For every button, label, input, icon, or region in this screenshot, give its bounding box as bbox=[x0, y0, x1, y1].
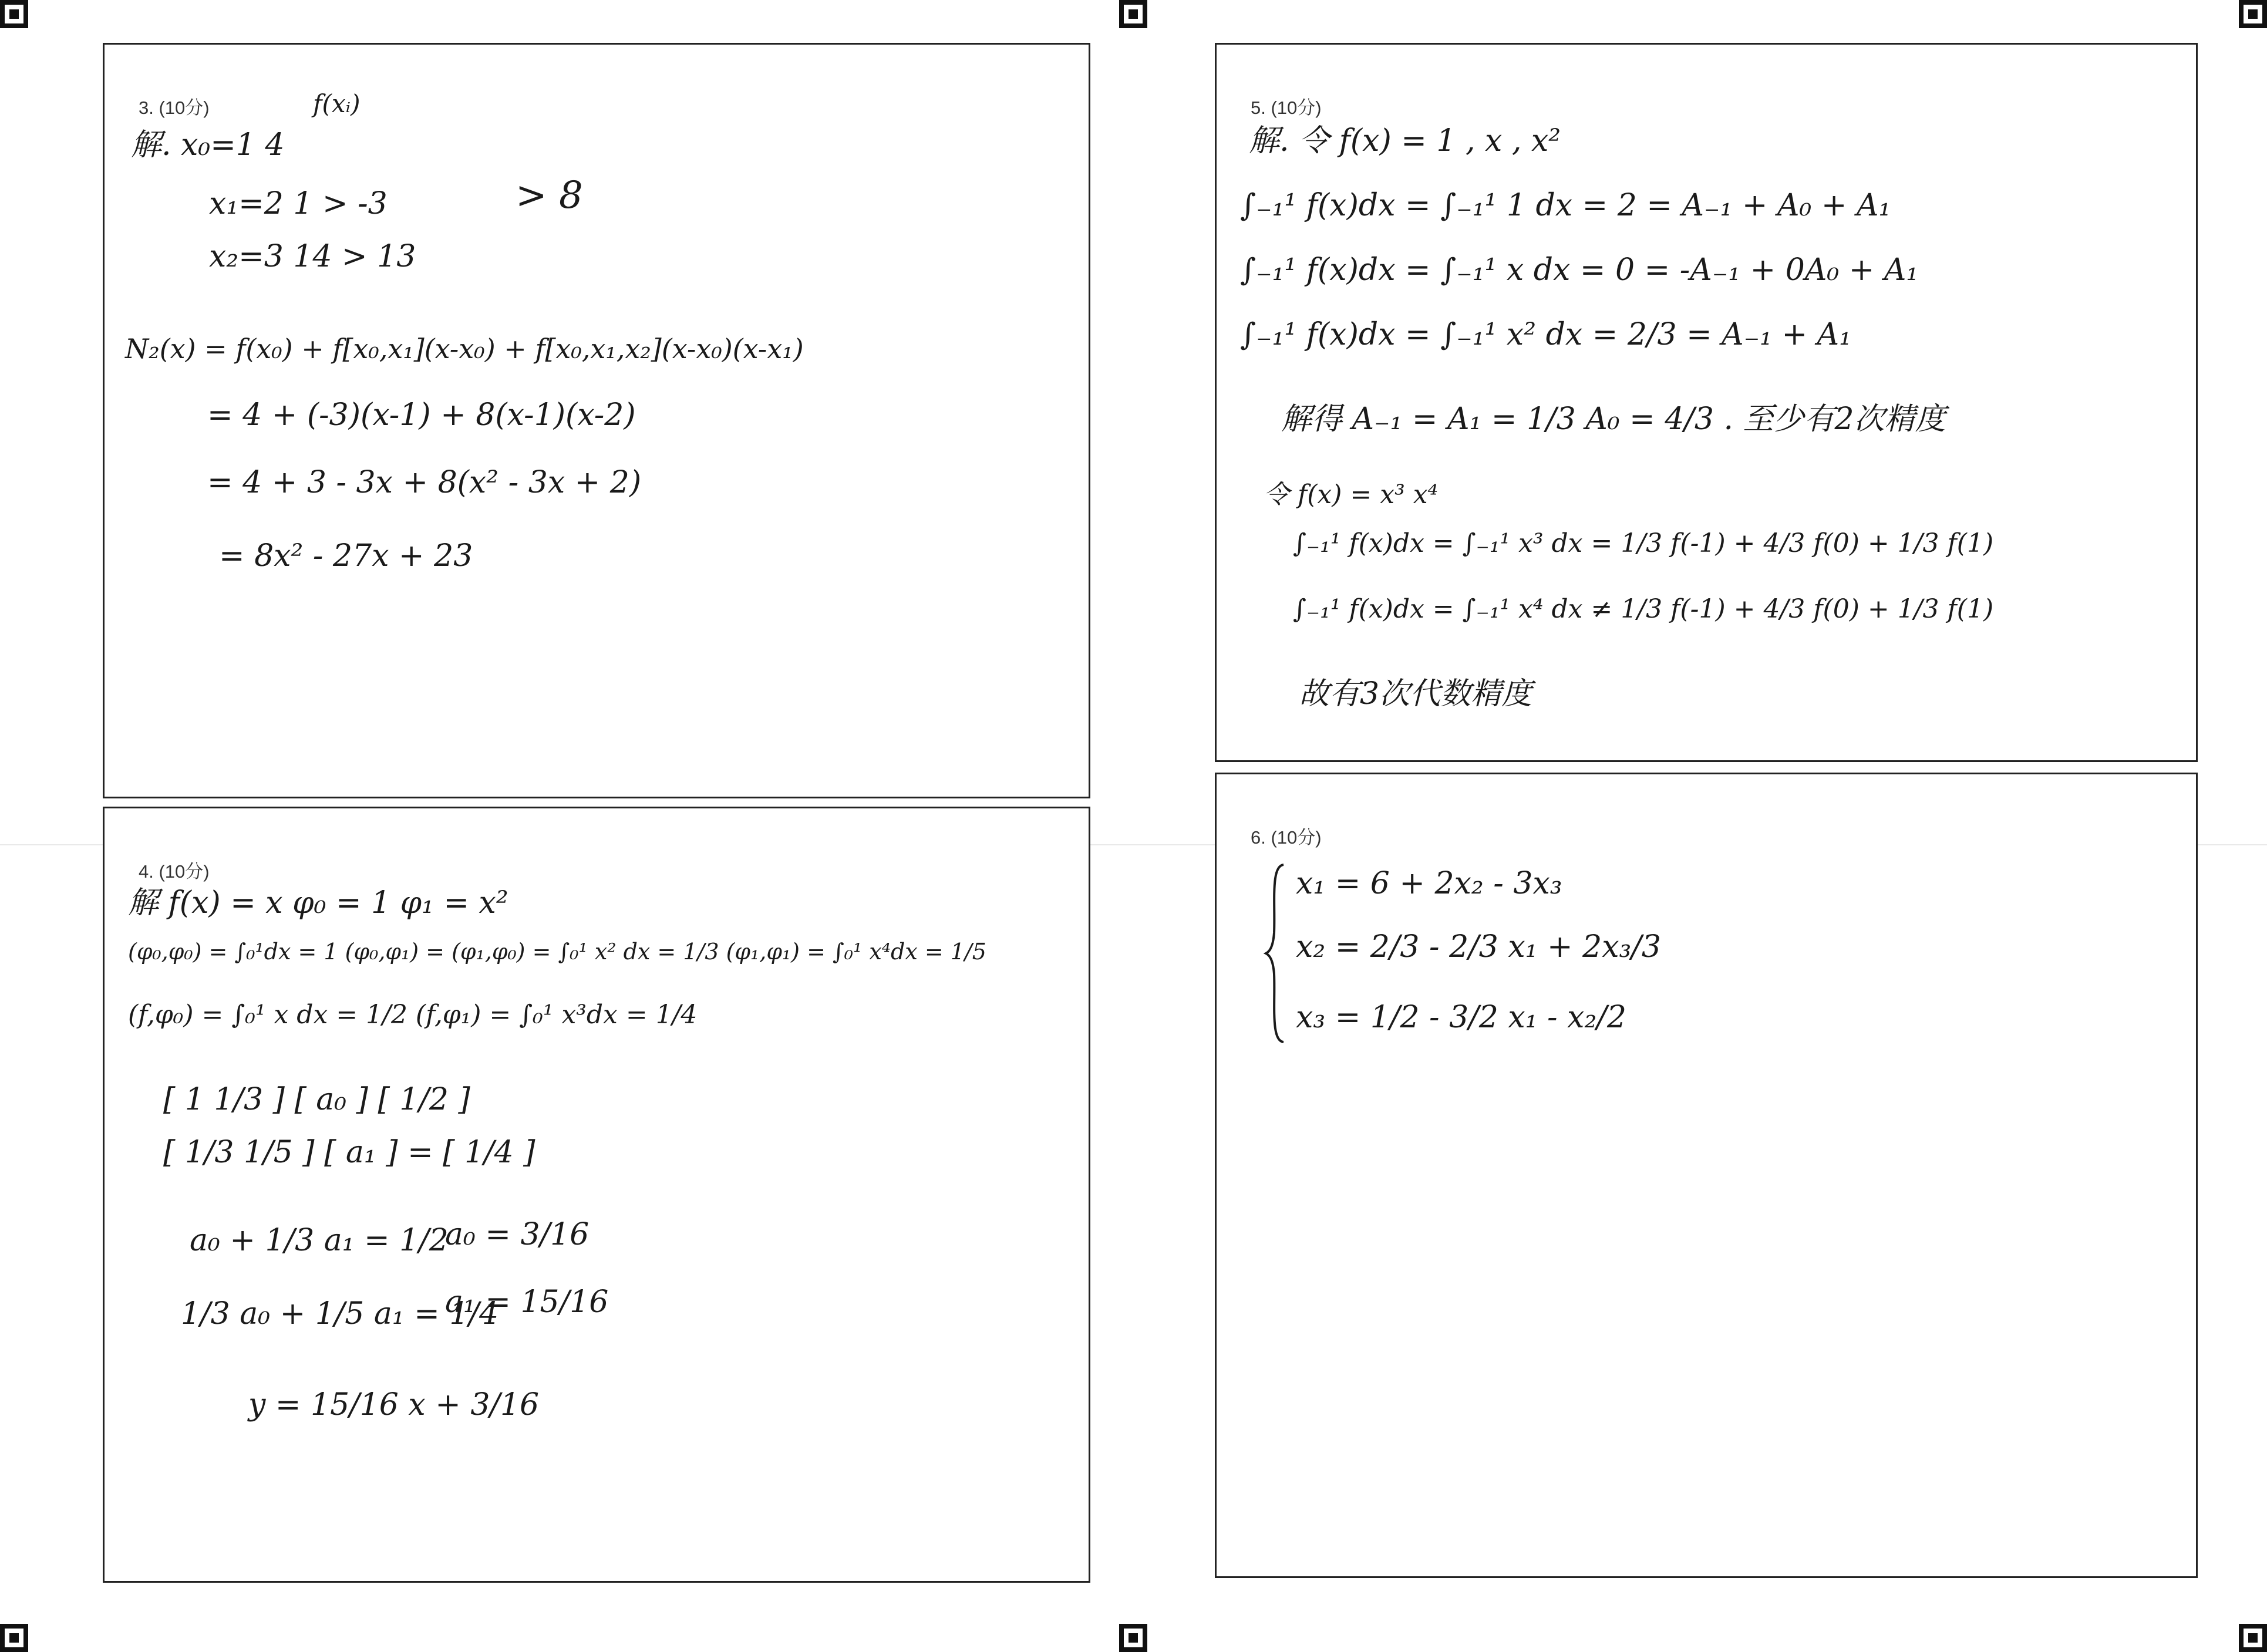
question-6-header: 6. (10分) bbox=[1251, 827, 1322, 848]
q4-line-7: 1/3 a₀ + 1/5 a₁ = 1/4 bbox=[181, 1296, 499, 1331]
answer-box-q5 bbox=[1215, 43, 2198, 762]
question-5-header: 5. (10分) bbox=[1251, 97, 1322, 118]
q3-line-2: 解. x₀=1 4 bbox=[131, 127, 285, 163]
registration-marker-top-center bbox=[1119, 0, 1147, 28]
q3-line-3: x₁=2 1 > -3 bbox=[209, 186, 388, 221]
q3-line-7: = 4 + (-3)(x-1) + 8(x-1)(x-2) bbox=[207, 397, 636, 433]
q5-line-1: 解. 令 f(x) = 1 , x , x² bbox=[1249, 123, 1561, 159]
q4-line-5: [ 1/3 1/5 ] [ a₁ ] = [ 1/4 ] bbox=[163, 1135, 535, 1170]
q5-line-3: ∫₋₁¹ f(x)dx = ∫₋₁¹ x dx = 0 = -A₋₁ + 0A₀ + A₁ bbox=[1240, 252, 1919, 288]
q3-line-4: x₂=3 14 > 13 bbox=[209, 239, 416, 274]
answer-box-q4 bbox=[103, 807, 1090, 1583]
q4-line-10: y = 15/16 x + 3/16 bbox=[248, 1387, 540, 1422]
question-4-header: 4. (10分) bbox=[139, 861, 210, 882]
q3-line-5: > 8 bbox=[516, 174, 583, 217]
answer-box-q6 bbox=[1215, 773, 2198, 1578]
q6-line-2: x₂ = 2/3 - 2/3 x₁ + 2x₃/3 bbox=[1296, 929, 1661, 965]
q4-line-3: (f,φ₀) = ∫₀¹ x dx = 1/2 (f,φ₁) = ∫₀¹ x³dx = 1/4 bbox=[128, 1000, 698, 1030]
registration-marker-top-left bbox=[0, 0, 28, 28]
q5-line-6: 令 f(x) = x³ x⁴ bbox=[1264, 480, 1439, 510]
q4-line-8: a₀ = 3/16 bbox=[445, 1217, 590, 1252]
q3-line-1: f(xᵢ) bbox=[313, 89, 361, 118]
q4-line-9: a₁ = 15/16 bbox=[445, 1284, 609, 1320]
q3-line-9: = 8x² - 27x + 23 bbox=[219, 538, 473, 574]
q5-line-2: ∫₋₁¹ f(x)dx = ∫₋₁¹ 1 dx = 2 = A₋₁ + A₀ + A₁ bbox=[1240, 188, 1891, 223]
registration-marker-bottom-center bbox=[1119, 1624, 1147, 1652]
q4-line-1: 解 f(x) = x φ₀ = 1 φ₁ = x² bbox=[128, 885, 508, 921]
q5-line-9: 故有3次代数精度 bbox=[1299, 676, 1532, 712]
q6-line-1: x₁ = 6 + 2x₂ - 3x₃ bbox=[1296, 866, 1562, 901]
registration-marker-bottom-left bbox=[0, 1624, 28, 1652]
q6-line-3: x₃ = 1/2 - 3/2 x₁ - x₂/2 bbox=[1296, 1000, 1626, 1035]
registration-marker-bottom-right bbox=[2239, 1624, 2267, 1652]
q5-line-7: ∫₋₁¹ f(x)dx = ∫₋₁¹ x³ dx = 1/3 f(-1) + 4/3 f(0) + 1/3 f(1) bbox=[1293, 528, 1994, 558]
q5-line-4: ∫₋₁¹ f(x)dx = ∫₋₁¹ x² dx = 2/3 = A₋₁ + A₁ bbox=[1240, 317, 1852, 352]
q4-line-6: a₀ + 1/3 a₁ = 1/2 bbox=[190, 1223, 449, 1258]
q5-line-5: 解得 A₋₁ = A₁ = 1/3 A₀ = 4/3 . 至少有2次精度 bbox=[1281, 402, 1946, 437]
registration-marker-top-right bbox=[2239, 0, 2267, 28]
question-3-header: 3. (10分) bbox=[139, 97, 210, 118]
brace-icon bbox=[1264, 862, 1287, 1044]
q4-line-4: [ 1 1/3 ] [ a₀ ] [ 1/2 ] bbox=[163, 1082, 470, 1117]
q5-line-8: ∫₋₁¹ f(x)dx = ∫₋₁¹ x⁴ dx ≠ 1/3 f(-1) + 4/3 f(0) + 1/3 f(1) bbox=[1293, 594, 1994, 624]
answer-box-q3 bbox=[103, 43, 1090, 798]
q4-line-2: (φ₀,φ₀) = ∫₀¹dx = 1 (φ₀,φ₁) = (φ₁,φ₀) = ∫₀¹ x² dx = 1/3 (φ₁,φ₁) = ∫₀¹ x⁴dx = 1/5 bbox=[128, 939, 986, 965]
q3-line-6: N₂(x) = f(x₀) + f[x₀,x₁](x-x₀) + f[x₀,x₁,x₂](x-x₀)(x-x₁) bbox=[125, 333, 804, 365]
q3-line-8: = 4 + 3 - 3x + 8(x² - 3x + 2) bbox=[207, 465, 642, 500]
